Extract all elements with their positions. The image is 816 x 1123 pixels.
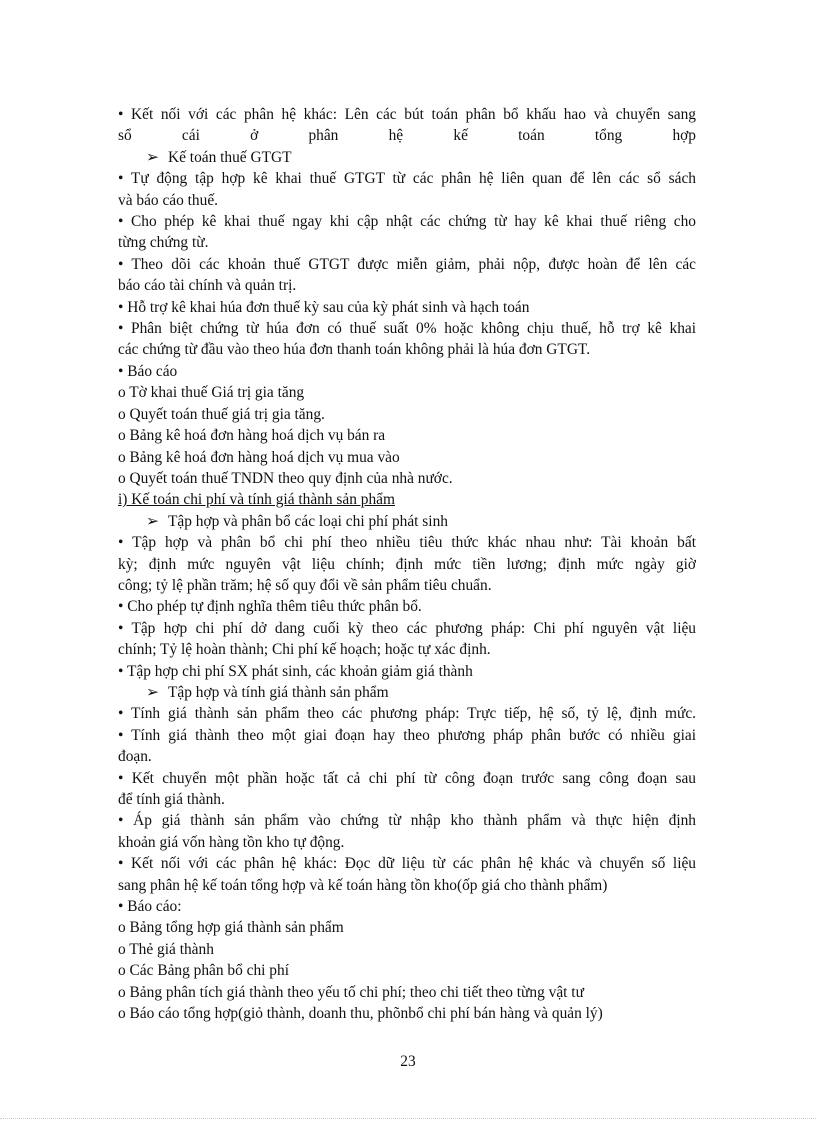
paragraph-line: • Tập hợp chi phí dở dang cuối kỳ theo các phương pháp: Chi phí nguyên vật liệu	[118, 619, 696, 637]
arrow-bullet-icon: ➢	[146, 512, 159, 530]
paragraph-line: báo cáo tài chính và quản trị.	[118, 277, 297, 295]
paragraph-line: • Tập hợp và phân bổ chi phí theo nhiều tiêu thức khác nhau như: Tài khoản bất	[118, 534, 696, 552]
paragraph-line: đoạn.	[118, 748, 152, 766]
paragraph-line: • Áp giá thành sản phẩm vào chứng từ nhập kho thành phẩm và thực hiện định	[118, 812, 696, 830]
paragraph-line: từng chứng từ.	[118, 234, 209, 252]
paragraph-line: chính; Tỷ lệ hoàn thành; Chi phí kế hoạch; hoặc tự xác định.	[118, 641, 491, 659]
paragraph-line: o Bảng kê hoá đơn hàng hoá dịch vụ mua vào	[118, 448, 400, 466]
paragraph-line: và báo cáo thuế.	[118, 191, 218, 209]
paragraph-line: sổ cái ở phân hệ kế toán tổng hợp	[118, 127, 696, 145]
paragraph-line: công; tỷ lệ phần trăm; hệ số quy đổi về sản phẩm tiêu chuẩn.	[118, 576, 492, 594]
paragraph-line: • Tự động tập hợp kê khai thuế GTGT từ các phân hệ liên quan để lên các sổ sách	[118, 170, 696, 188]
paragraph-line: • Hỗ trợ kê khai húa đơn thuế kỳ sau của kỳ phát sinh và hạch toán	[118, 298, 530, 316]
subheading-line	[118, 682, 696, 703]
page-bottom-border	[0, 1118, 816, 1119]
paragraph-line: để tính giá thành.	[118, 791, 225, 808]
paragraph-line: o Báo cáo tổng hợp(giỏ thành, doanh thu, phõnbổ chi phí bán hàng và quản lý)	[118, 1005, 603, 1023]
paragraph-line: o Tờ khai thuế Giá trị gia tăng	[118, 384, 305, 402]
paragraph-line: • Phân biệt chứng từ húa đơn có thuế suất 0% hoặc không chịu thuế, hỗ trợ kê khai	[118, 320, 696, 338]
document-body	[118, 104, 696, 1024]
paragraph-line: o Quyết toán thuế giá trị gia tăng.	[118, 405, 325, 423]
paragraph-line: • Cho phép kê khai thuế ngay khi cập nhật các chứng từ hay kê khai thuế riêng cho	[118, 213, 696, 231]
paragraph-line: • Kết chuyển một phần hoặc tất cả chi phí từ công đoạn trước sang công đoạn sau	[118, 769, 696, 787]
paragraph-line: • Tính giá thành theo một giai đoạn hay theo phương pháp phân bước có nhiều giai	[118, 726, 696, 744]
paragraph-line: o Bảng phân tích giá thành theo yếu tố chi phí; theo chi tiết theo từng vật tư	[118, 983, 584, 1001]
arrow-bullet-icon: ➢	[146, 683, 159, 701]
subheading-text: Tập hợp và tính giá thành sản phẩm	[168, 683, 389, 701]
paragraph-line: • Kết nối với các phân hệ khác: Đọc dữ liệu từ các phân hệ khác và chuyển số liệu	[118, 855, 696, 873]
paragraph-line: • Cho phép tự định nghĩa thêm tiêu thức phân bổ.	[118, 598, 422, 616]
arrow-bullet-icon: ➢	[146, 148, 159, 166]
paragraph-line: • Tính giá thành sản phẩm theo các phương pháp: Trực tiếp, hệ số, tỷ lệ, định mức.	[118, 705, 696, 723]
paragraph-line: khoản giá vốn hàng tồn kho tự động.	[118, 833, 345, 851]
subheading-line	[118, 511, 696, 532]
paragraph-line: • Báo cáo	[118, 362, 178, 380]
section-heading	[118, 489, 696, 510]
subheading-line	[118, 147, 696, 168]
paragraph-line: • Tập hợp chi phí SX phát sinh, các khoản giảm giá thành	[118, 662, 473, 680]
paragraph-line: các chứng từ đầu vào theo húa đơn thanh toán không phải là húa đơn GTGT.	[118, 341, 591, 359]
subheading-text: Tập hợp và phân bổ các loại chi phí phát sinh	[168, 512, 448, 530]
section-heading-text: i) Kế toán chi phí và tính giá thành sản phẩm	[118, 491, 395, 509]
subheading-text: Kế toán thuế GTGT	[168, 148, 292, 166]
paragraph-line: o Quyết toán thuế TNDN theo quy định của nhà nước.	[118, 469, 453, 487]
paragraph-line: • Kết nối với các phân hệ khác: Lên các bút toán phân bổ khấu hao và chuyển sang	[118, 106, 696, 123]
paragraph-line: o Thẻ giá thành	[118, 940, 214, 958]
paragraph-line: kỳ; định mức nguyên vật liệu chính; định mức tiền lương; định mức ngày giờ	[118, 555, 696, 573]
paragraph-line: o Bảng kê hoá đơn hàng hoá dịch vụ bán ra	[118, 427, 386, 445]
paragraph-line: • Theo dõi các khoản thuế GTGT được miễn giảm, phải nộp, được hoàn để lên các	[118, 255, 696, 273]
paragraph-line: sang phân hệ kế toán tổng hợp và kế toán hàng tồn kho(ốp giá cho thành phẩm)	[118, 876, 608, 894]
paragraph-line: • Báo cáo:	[118, 898, 182, 916]
page-number: 23	[400, 1053, 416, 1070]
paragraph-line: o Bảng tổng hợp giá thành sản phẩm	[118, 919, 344, 937]
paragraph-line: o Các Bảng phân bổ chi phí	[118, 962, 289, 980]
